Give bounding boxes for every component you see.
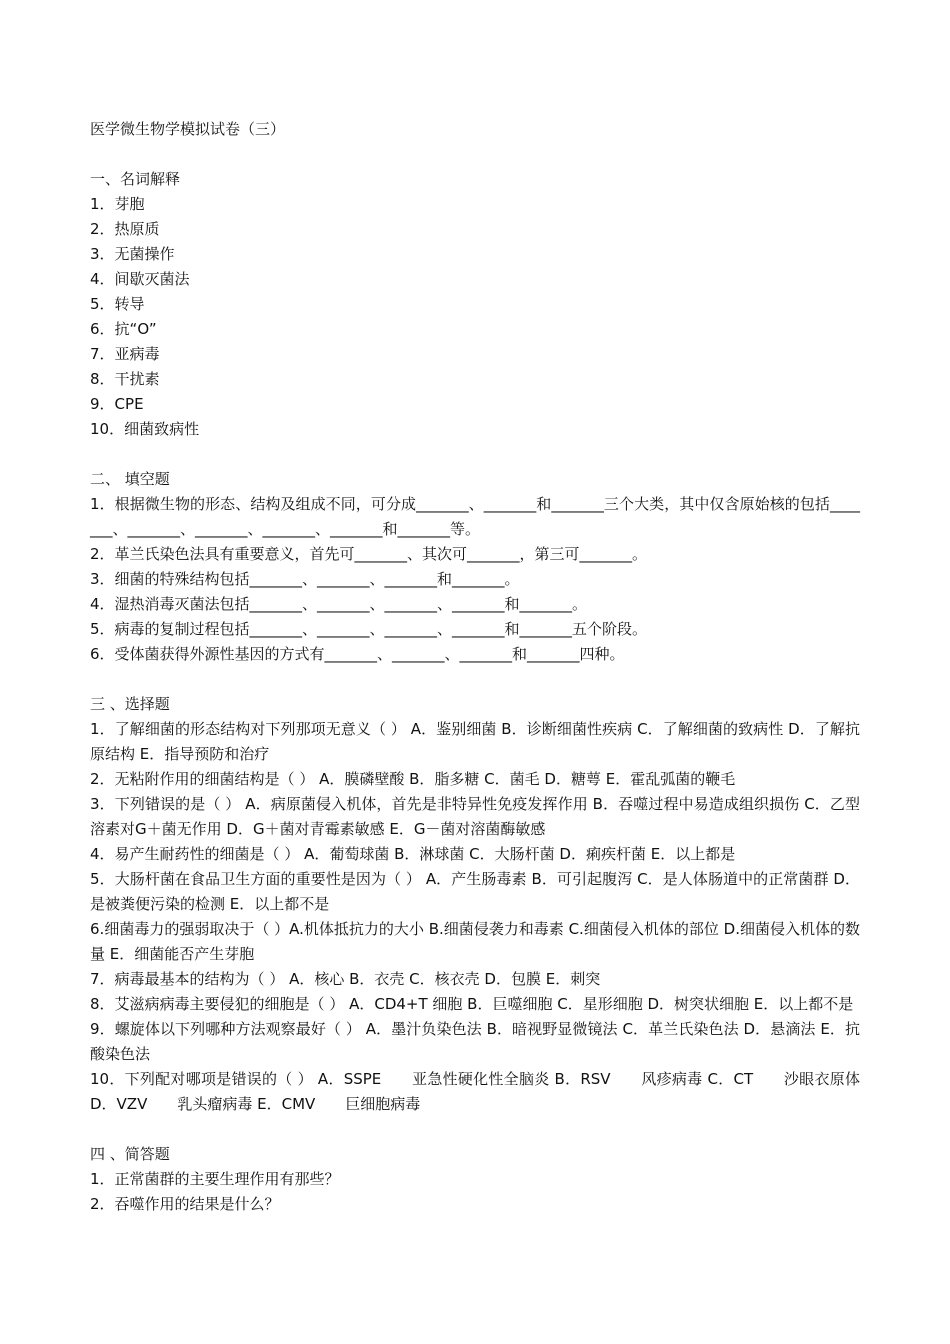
question-item: 4．湿热消毒灭菌法包括_______、_______、_______、_______和_______。	[90, 595, 588, 613]
section-title: 三 、选择题	[90, 695, 170, 713]
question-item: 5．转导	[90, 295, 145, 313]
question-item: 1．正常菌群的主要生理作用有那些？	[90, 1170, 340, 1188]
question-item: 2．革兰氏染色法具有重要意义，首先可_______、其次可_______，第三可_______。	[90, 545, 648, 563]
question-item: 5．大肠杆菌在食品卫生方面的重要性是因为（ ） A．产生肠毒素 B．可引起腹泻 C．是人体肠道中的正常菌群 D．是被粪便污染的检测 E．以上都不是	[90, 870, 860, 913]
section-title: 二、 填空题	[90, 470, 170, 488]
question-item: 2．吞噬作用的结果是什么？	[90, 1195, 280, 1213]
section-fill-in-blanks	[90, 467, 860, 667]
question-item: 4．易产生耐药性的细菌是（ ） A．葡萄球菌 B．淋球菌 C．大肠杆菌 D．痢疾杆菌 E．以上都是	[90, 845, 736, 863]
question-item: 6．抗“O”	[90, 320, 157, 338]
question-item: 1．根据微生物的形态、结构及组成不同，可分成_______、_______和_______三个大类，其中仅含原始核的包括_______、_______、_______、_______、_______和_______等。	[90, 495, 860, 538]
section-title: 一、名词解释	[90, 170, 181, 188]
question-item: 3．细菌的特殊结构包括_______、_______、_______和_______。	[90, 570, 520, 588]
question-item: 9．CPE	[90, 395, 144, 413]
question-item: 1．了解细菌的形态结构对下列那项无意义（ ） A．鉴别细菌 B．诊断细菌性疾病 C．了解细菌的致病性 D．了解抗原结构 E．指导预防和治疗	[90, 720, 860, 763]
question-item: 4．间歇灭菌法	[90, 270, 190, 288]
question-item: 8．干扰素	[90, 370, 160, 388]
question-item: 3．无菌操作	[90, 245, 175, 263]
question-item: 5．病毒的复制过程包括_______、_______、_______、_______和_______五个阶段。	[90, 620, 648, 638]
section-term-definitions	[90, 167, 860, 442]
question-item: 9．螺旋体以下列哪种方法观察最好（ ） A．墨汁负染色法 B．暗视野显微镜法 C．革兰氏染色法 D．悬滴法 E．抗酸染色法	[90, 1020, 860, 1063]
question-item: 2．无粘附作用的细菌结构是（ ） A．膜磷壁酸 B．脂多糖 C．菌毛 D．糖萼 E．霍乱弧菌的鞭毛	[90, 770, 736, 788]
section-multiple-choice	[90, 692, 860, 1117]
question-item: 6．受体菌获得外源性基因的方式有_______、_______、_______和_______四种。	[90, 645, 625, 663]
question-item: 10．下列配对哪项是错误的（ ） A．SSPE 亚急性硬化性全脑炎 B．RSV 风疹病毒 C．CT 沙眼衣原体 D．VZV 乳头瘤病毒 E．CMV 巨细胞病毒	[90, 1070, 860, 1113]
question-item: 10．细菌致病性	[90, 420, 200, 438]
question-item: 6.细菌毒力的强弱取决于（ ）A.机体抵抗力的大小 B.细菌侵袭力和毒素 C.细菌侵入机体的部位 D.细菌侵入机体的数量 E．细菌能否产生芽胞	[90, 920, 860, 963]
question-item: 7．亚病毒	[90, 345, 160, 363]
question-item: 2．热原质	[90, 220, 160, 238]
section-short-answer	[90, 1142, 860, 1217]
question-item: 3．下列错误的是（ ） A．病原菌侵入机体，首先是非特异性免疫发挥作用 B．吞噬过程中易造成组织损伤 C．乙型溶素对G＋菌无作用 D．G＋菌对青霉素敏感 E．G－菌对溶菌酶敏感	[90, 795, 860, 838]
question-item: 1．芽胞	[90, 195, 145, 213]
question-item: 8．艾滋病病毒主要侵犯的细胞是（ ） A．CD4+T 细胞 B．巨噬细胞 C．星形细胞 D．树突状细胞 E．以上都不是	[90, 995, 854, 1013]
document-title: 医学微生物学模拟试卷（三）	[90, 120, 286, 138]
question-item: 7．病毒最基本的结构为（ ） A．核心 B．衣壳 C．核衣壳 D．包膜 E．刺突	[90, 970, 601, 988]
section-title: 四 、简答题	[90, 1145, 170, 1163]
